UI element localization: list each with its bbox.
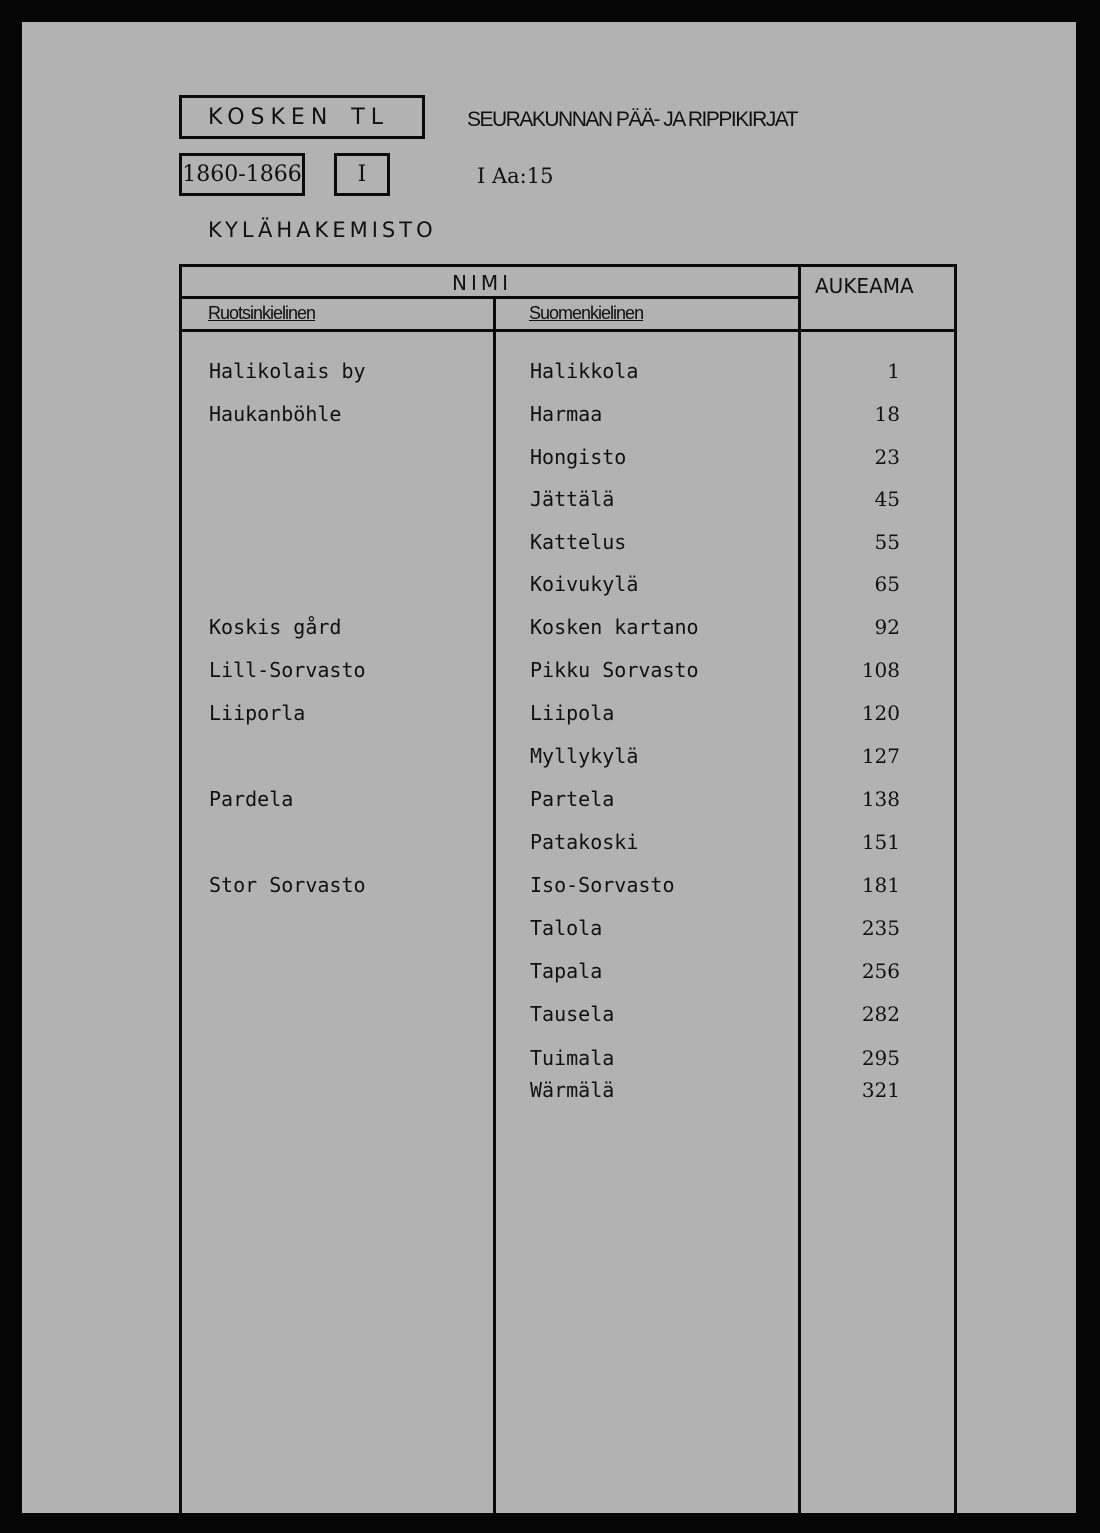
finnish-name: Halikkola (530, 359, 639, 383)
table-row (22, 615, 1076, 645)
swedish-header: Ruotsinkielinen (208, 303, 316, 323)
page-number: 65 (874, 572, 900, 596)
parish-name: KOSKEN (208, 104, 334, 130)
swedish-name: Halikolais by (209, 359, 366, 383)
finnish-name: Hongisto (530, 445, 627, 469)
finnish-name: Kattelus (530, 530, 627, 554)
table-row (22, 445, 1076, 475)
page-number: 120 (861, 701, 900, 725)
finnish-header: Suomenkielinen (529, 303, 644, 323)
swedish-name: Koskis gård (209, 615, 342, 639)
parish-suffix: TL (351, 104, 389, 130)
table-row (22, 1002, 1076, 1032)
table-row (22, 959, 1076, 989)
finnish-name: Patakoski (530, 830, 639, 854)
page-number: 92 (874, 615, 900, 639)
finnish-name: Partela (530, 787, 615, 811)
table-right-border (954, 264, 957, 1513)
page-number: 45 (874, 487, 900, 511)
page-number: 23 (874, 445, 900, 469)
page-number: 295 (861, 1046, 900, 1070)
page-number: 256 (861, 959, 900, 983)
table-row (22, 1078, 1076, 1108)
years-box (179, 153, 305, 196)
column-divider-1 (493, 296, 496, 1513)
finnish-name: Tuimala (530, 1046, 615, 1070)
swedish-name: Haukanböhle (209, 402, 342, 426)
finnish-name: Tausela (530, 1002, 615, 1026)
years-label: 1860-1866 (182, 162, 302, 187)
finnish-name: Kosken kartano (530, 615, 699, 639)
table-row (22, 572, 1076, 602)
swedish-name: Liiporla (209, 701, 306, 725)
finnish-name: Talola (530, 916, 603, 940)
finnish-name: Myllykylä (530, 744, 639, 768)
header-bottom-border (179, 329, 957, 332)
finnish-name: Harmaa (530, 402, 603, 426)
document-sheet (22, 22, 1076, 1513)
table-row (22, 359, 1076, 389)
page-number: 1 (887, 359, 900, 383)
village-index-table (22, 22, 1076, 1513)
page-number: 282 (861, 1002, 900, 1026)
table-row (22, 487, 1076, 517)
index-title: KYLÄHAKEMISTO (208, 218, 437, 242)
finnish-name: Iso-Sorvasto (530, 873, 675, 897)
column-divider-2 (798, 264, 801, 1513)
table-row (22, 830, 1076, 860)
swedish-name: Lill-Sorvasto (209, 658, 366, 682)
table-left-border (179, 264, 182, 1513)
page-number: 55 (874, 530, 900, 554)
name-header: NIMI (452, 271, 513, 295)
volume-box (334, 153, 390, 196)
finnish-name: Pikku Sorvasto (530, 658, 699, 682)
table-row (22, 873, 1076, 903)
table-top-border (179, 264, 957, 267)
swedish-name: Stor Sorvasto (209, 873, 366, 897)
page-number: 127 (861, 744, 900, 768)
table-row (22, 1046, 1076, 1076)
table-row (22, 530, 1076, 560)
table-row (22, 787, 1076, 817)
page-number: 181 (861, 873, 900, 897)
table-row (22, 402, 1076, 432)
volume-label: I (357, 162, 367, 187)
finnish-name: Liipola (530, 701, 615, 725)
archive-code: I Aa:15 (477, 164, 554, 188)
table-row (22, 916, 1076, 946)
page-number: 151 (861, 830, 900, 854)
table-row (22, 744, 1076, 774)
page-number: 108 (861, 658, 900, 682)
parish-box (179, 95, 425, 139)
finnish-name: Tapala (530, 959, 603, 983)
page-header: AUKEAMA (815, 274, 914, 298)
swedish-name: Pardela (209, 787, 294, 811)
page-number: 138 (861, 787, 900, 811)
page-number: 235 (861, 916, 900, 940)
table-row (22, 701, 1076, 731)
page-number: 321 (861, 1078, 900, 1102)
finnish-name: Jättälä (530, 487, 615, 511)
page-number: 18 (874, 402, 900, 426)
finnish-name: Wärmälä (530, 1078, 615, 1102)
finnish-name: Koivukylä (530, 572, 639, 596)
nimi-divider (179, 296, 800, 299)
table-row (22, 658, 1076, 688)
series-title: SEURAKUNNAN PÄÄ- JA RIPPIKIRJAT (467, 108, 798, 131)
